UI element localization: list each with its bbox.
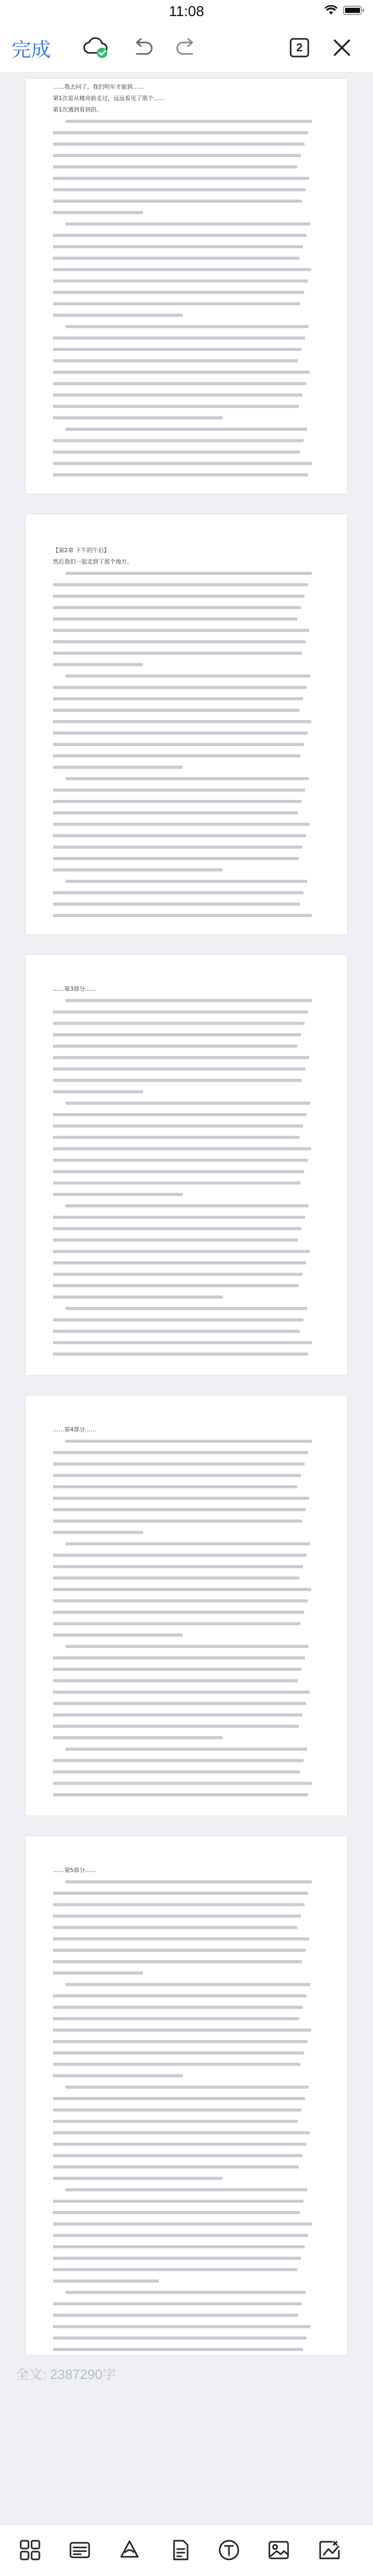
text-placeholder-line [53, 2257, 301, 2260]
text-placeholder-line [53, 2017, 299, 2020]
text-placeholder-line [53, 154, 301, 157]
text-placeholder-line [53, 1124, 303, 1128]
text-placeholder-line [53, 1284, 299, 1287]
text-placeholder-line [65, 2188, 307, 2191]
text-placeholder-line [53, 1022, 305, 1025]
text-placeholder-line [53, 302, 300, 305]
text-placeholder-line [53, 234, 307, 237]
text-placeholder-line [53, 1759, 304, 1762]
text-placeholder-line [65, 1307, 307, 1310]
text-placeholder-line [65, 1983, 310, 1986]
text-placeholder-line [53, 451, 300, 454]
text-placeholder-line [65, 2086, 309, 2089]
document-page-5[interactable] [26, 1836, 347, 2355]
text-placeholder-line [53, 2177, 223, 2180]
shape-icon [118, 2539, 141, 2561]
text-placeholder-line [53, 1622, 300, 1625]
text-placeholder-line [53, 1903, 305, 1906]
text-placeholder-line [53, 2211, 300, 2214]
text-placeholder-line [53, 1033, 301, 1036]
text-placeholder-line [53, 629, 309, 632]
layout-icon [68, 2539, 91, 2561]
text-placeholder-line [53, 2154, 303, 2157]
insert-image-button[interactable] [263, 2535, 294, 2566]
text-placeholder-line [53, 291, 304, 294]
text-placeholder-line [53, 2302, 302, 2305]
text-placeholder-line [53, 1668, 302, 1671]
text-placeholder-line [53, 279, 308, 283]
text-placeholder-line [65, 1102, 310, 1105]
text-placeholder-line [53, 473, 308, 476]
text-placeholder-line [53, 188, 306, 191]
text-placeholder-line [65, 1880, 312, 1883]
text-placeholder-line [53, 177, 309, 180]
text-placeholder-line [53, 2200, 304, 2203]
text-placeholder-line [53, 1702, 306, 1705]
text-placeholder-line [53, 1713, 303, 1716]
text-placeholder-line [53, 891, 304, 894]
page-count-button[interactable] [284, 32, 315, 63]
text-placeholder-line [53, 1136, 299, 1139]
document-page-3[interactable] [26, 955, 347, 1375]
text-button[interactable] [213, 2535, 245, 2566]
text-placeholder-line [53, 200, 302, 203]
text-placeholder-line [53, 211, 143, 214]
close-icon [332, 37, 352, 58]
text-placeholder-line [53, 2097, 305, 2100]
text-placeholder-line [53, 1972, 143, 1975]
text-placeholder-line [53, 1926, 297, 1929]
document-canvas[interactable] [0, 73, 373, 2343]
text-placeholder-line [53, 857, 299, 860]
text-placeholder-line [65, 222, 310, 226]
text-placeholder-line [53, 131, 308, 134]
text-placeholder-line [65, 777, 309, 780]
text-placeholder-line [53, 811, 298, 814]
text-placeholder-line [53, 2245, 305, 2248]
text-placeholder-line [53, 595, 305, 598]
text-placeholder-line [53, 846, 303, 849]
wifi-icon [324, 5, 338, 16]
text-placeholder-line [65, 1542, 310, 1545]
text-placeholder-line [65, 1204, 309, 1207]
text-placeholder-line [53, 314, 183, 317]
text-placeholder-line [53, 1474, 301, 1477]
text-placeholder-line [53, 359, 298, 362]
page-5-text-line-1: ……第5部分…… [53, 1867, 96, 1873]
text-placeholder-line [53, 709, 299, 712]
text-placeholder-line [53, 914, 312, 917]
text-placeholder-line [53, 1736, 223, 1739]
cloud-sync-button[interactable] [78, 32, 114, 63]
text-placeholder-line [53, 617, 297, 621]
text-placeholder-line [53, 1330, 300, 1333]
page-3-text-line-1: ……第3部分…… [53, 986, 96, 992]
text-placeholder-line [53, 1227, 302, 1230]
text-placeholder-line [53, 640, 306, 643]
text-placeholder-line [53, 1892, 308, 1895]
cloud-sync-icon [82, 36, 109, 59]
text-placeholder-line [53, 1508, 306, 1511]
text-placeholder-line [53, 2279, 159, 2283]
text-placeholder-line [53, 606, 301, 609]
text-placeholder-line [53, 731, 308, 735]
text-placeholder-line [53, 868, 223, 871]
text-placeholder-line [53, 1531, 143, 1534]
text-placeholder-line [53, 2234, 308, 2237]
text-placeholder-line [53, 720, 311, 723]
status-icons [324, 5, 365, 16]
word-count-label: 全文: 2387290字 [16, 2367, 116, 2382]
text-placeholder-line [53, 1353, 308, 1356]
text-placeholder-line [53, 1634, 183, 1637]
text-placeholder-line [53, 823, 310, 826]
text-placeholder-line [53, 1451, 308, 1454]
text-placeholder-line [53, 336, 305, 340]
crop-image-button[interactable] [314, 2535, 345, 2566]
text-placeholder-line [53, 393, 303, 397]
text-placeholder-line [65, 1645, 309, 1648]
text-placeholder-line [53, 371, 310, 374]
text-placeholder-line [53, 1067, 306, 1071]
text-placeholder-line [53, 1056, 309, 1059]
text-placeholder-line [53, 1159, 308, 1162]
insert-image-icon [267, 2539, 290, 2561]
page-count-icon [289, 37, 310, 58]
text-placeholder-line [53, 1554, 307, 1557]
page-4-text-line-1: ……第4部分…… [53, 1427, 96, 1432]
text-placeholder-line [53, 405, 299, 408]
text-placeholder-line [53, 1656, 305, 1659]
editor-toolbar [0, 23, 373, 73]
document-page-4[interactable] [26, 1396, 347, 1815]
text-placeholder-line [53, 1147, 311, 1150]
text-placeholder-line [53, 2325, 310, 2328]
text-placeholder-line [53, 1782, 312, 1785]
text-placeholder-line [53, 652, 302, 655]
text-placeholder-line [53, 1599, 308, 1602]
text-placeholder-line [53, 2006, 303, 2009]
text-placeholder-line [53, 2348, 303, 2351]
text-placeholder-line [65, 674, 310, 678]
text-placeholder-line [53, 1576, 299, 1580]
text-placeholder-line [53, 165, 297, 168]
text-placeholder-line [53, 1250, 310, 1253]
document-page-2[interactable] [26, 514, 347, 934]
text-placeholder-line [53, 1588, 311, 1591]
crop-image-icon [318, 2539, 341, 2561]
text-placeholder-line [53, 1462, 305, 1466]
text-placeholder-line [53, 1915, 301, 1918]
text-placeholder-line [65, 999, 312, 1002]
text-placeholder-line [53, 1273, 303, 1276]
text-placeholder-line [53, 1113, 307, 1116]
shape-button[interactable] [114, 2535, 145, 2566]
text-placeholder-line [53, 583, 308, 586]
text-placeholder-line [53, 2314, 298, 2317]
page-2-text-line-2: 然后我们一起走到了那个地方。 [53, 559, 133, 565]
text-placeholder-line [53, 1193, 183, 1196]
text-placeholder-line [65, 120, 312, 123]
text-placeholder-line [53, 439, 304, 442]
text-placeholder-line [53, 1045, 297, 1048]
text-placeholder-line [65, 428, 307, 431]
undo-button[interactable] [127, 32, 158, 63]
text-placeholder-line [53, 1261, 306, 1264]
text-placeholder-line [53, 2074, 183, 2077]
page-1-text-line-3: 第1次遇到看到的。 [53, 107, 102, 112]
text-placeholder-line [65, 2291, 306, 2294]
text-placeholder-line [53, 1937, 309, 1940]
text-placeholder-line [53, 903, 300, 906]
text-placeholder-line [53, 1485, 297, 1488]
close-button[interactable] [326, 32, 357, 63]
text-placeholder-line [53, 1090, 143, 1093]
text-placeholder-line [53, 382, 306, 385]
page-1-text-line-2: 第1次是从楼房前走过，远远看见了那个…… [53, 95, 165, 101]
text-placeholder-line [53, 2336, 307, 2340]
text-placeholder-line [53, 800, 302, 803]
text-placeholder-line [53, 1181, 300, 1185]
text-placeholder-line [53, 2131, 310, 2134]
text-placeholder-line [53, 1519, 302, 1523]
battery-icon [343, 5, 365, 16]
text-placeholder-line [53, 1679, 298, 1682]
page-2-text-line-1: 【第2章 下午的午后】 [53, 547, 110, 553]
text-placeholder-line [53, 348, 302, 351]
text-placeholder-line [53, 1079, 302, 1082]
text-icon [218, 2539, 240, 2561]
document-icon [169, 2539, 192, 2561]
text-placeholder-line [53, 2051, 304, 2054]
text-placeholder-line [53, 2268, 297, 2271]
text-placeholder-line [53, 1691, 310, 1694]
text-placeholder-line [53, 1565, 303, 1568]
undo-icon [131, 37, 154, 58]
text-placeholder-line [53, 1770, 300, 1773]
text-placeholder-line [53, 143, 305, 146]
text-placeholder-line [53, 2063, 300, 2066]
text-placeholder-line [53, 766, 183, 769]
text-placeholder-line [53, 2029, 311, 2032]
text-placeholder-line [53, 754, 300, 757]
done-button[interactable]: 完成 [11, 38, 51, 61]
text-placeholder-line [53, 2222, 312, 2226]
document-page-1[interactable] [26, 79, 347, 494]
text-placeholder-line [53, 2120, 298, 2123]
text-placeholder-line [53, 663, 143, 666]
text-placeholder-line [53, 462, 312, 465]
page-1-text-line-1: ……我去问了，我们明年才能到…… [53, 84, 144, 90]
text-placeholder-line [53, 1170, 304, 1173]
text-placeholder-line [53, 416, 223, 419]
layout-button[interactable] [64, 2535, 95, 2566]
text-placeholder-line [53, 257, 299, 260]
status-time: 11:08 [169, 3, 204, 19]
text-placeholder-line [53, 697, 303, 700]
bottom-toolbar [0, 2525, 373, 2576]
document-button[interactable] [165, 2535, 196, 2566]
text-placeholder-line [53, 834, 306, 837]
text-placeholder-line [53, 1341, 312, 1344]
text-placeholder-line [65, 1440, 312, 1443]
text-placeholder-line [53, 1960, 302, 1963]
text-placeholder-line [53, 1793, 308, 1796]
text-placeholder-line [53, 1994, 307, 1997]
status-bar [0, 0, 373, 23]
text-placeholder-line [65, 1748, 307, 1751]
text-placeholder-line [53, 2165, 299, 2169]
page-count-value: 2 [296, 41, 303, 54]
text-placeholder-line [65, 572, 312, 575]
text-placeholder-line [65, 880, 307, 883]
text-placeholder-line [53, 2143, 306, 2146]
text-placeholder-line [53, 1318, 304, 1321]
redo-button[interactable] [171, 32, 202, 63]
text-placeholder-line [53, 1216, 305, 1219]
text-placeholder-line [53, 1010, 308, 1013]
text-placeholder-line [53, 2108, 302, 2112]
redo-icon [175, 37, 198, 58]
text-placeholder-line [53, 2040, 308, 2043]
grid-icon [19, 2539, 41, 2561]
text-placeholder-line [53, 1296, 223, 1299]
grid-button[interactable] [15, 2535, 46, 2566]
text-placeholder-line [53, 245, 303, 248]
text-placeholder-line [53, 1949, 306, 1952]
text-placeholder-line [53, 1238, 298, 1242]
text-placeholder-line [65, 325, 309, 328]
text-placeholder-line [53, 1725, 299, 1728]
text-placeholder-line [53, 1497, 309, 1500]
text-placeholder-line [53, 743, 304, 746]
text-placeholder-line [53, 268, 311, 271]
text-placeholder-line [53, 686, 307, 689]
text-placeholder-line [53, 789, 305, 792]
text-placeholder-line [53, 1611, 304, 1614]
